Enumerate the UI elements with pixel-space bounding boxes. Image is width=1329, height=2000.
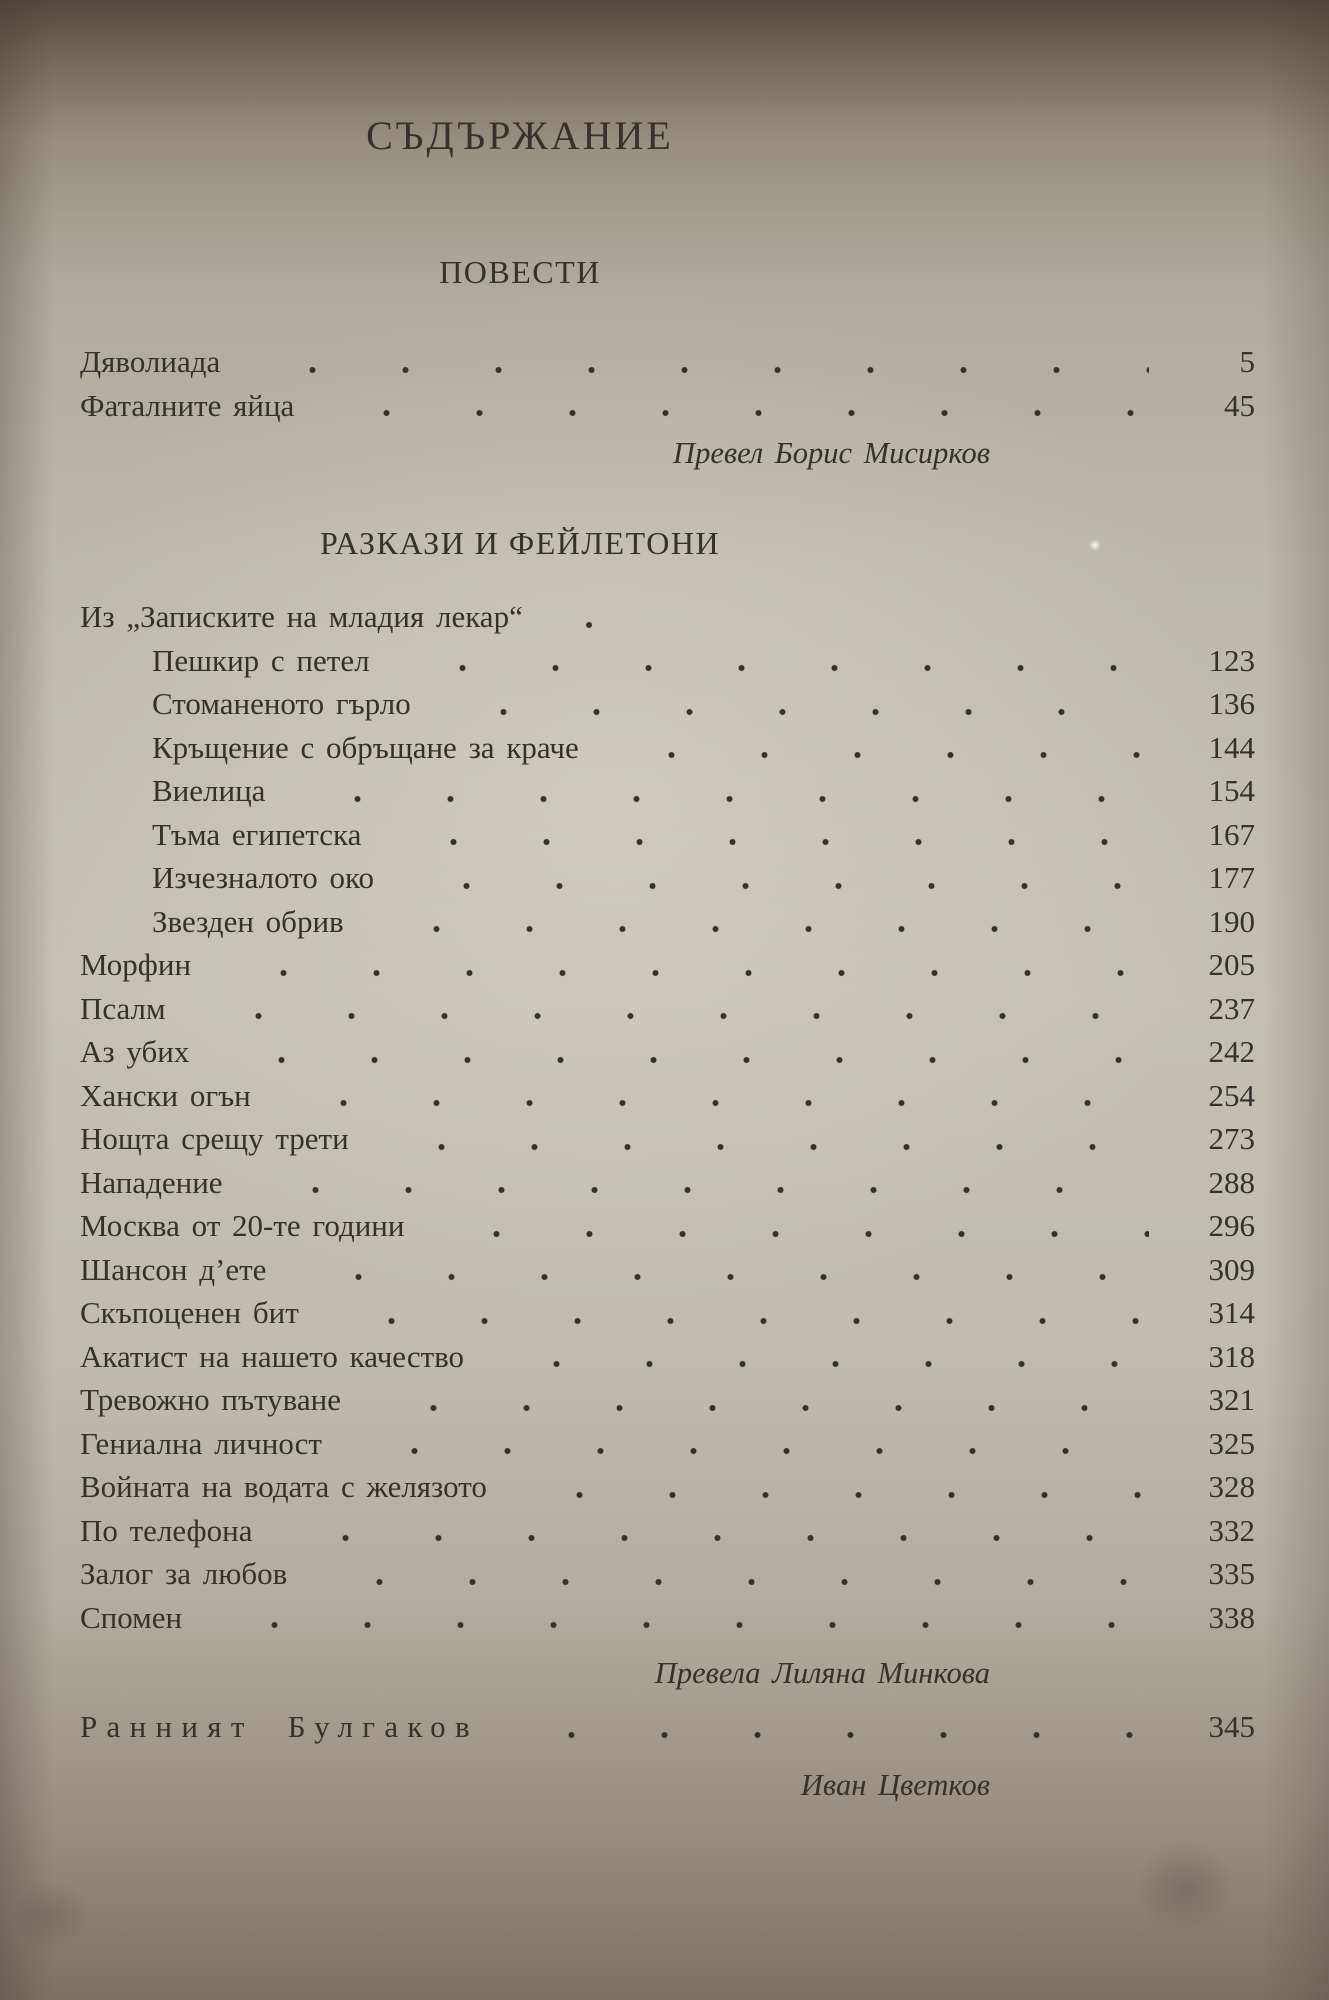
- leader-dots: [302, 1270, 1149, 1282]
- toc-page-number: 177: [1208, 860, 1255, 895]
- toc-row: [80, 1465, 1255, 1509]
- leader-dots: [330, 406, 1149, 418]
- toc-row: [80, 943, 1255, 987]
- toc-page-number: 273: [1208, 1121, 1255, 1156]
- toc-row: [80, 987, 1255, 1031]
- toc-page-number: 5: [1239, 344, 1255, 379]
- toc-page-number: 254: [1208, 1077, 1255, 1113]
- toc-row: [80, 639, 1255, 683]
- toc-entry-label: По телефона: [80, 1512, 253, 1548]
- toc-row: [80, 1161, 1255, 1205]
- toc-entry-label: Хански огън: [80, 1077, 251, 1113]
- leader-dots: [410, 879, 1149, 891]
- toc-row: [80, 1422, 1255, 1466]
- toc-row: [80, 384, 1255, 428]
- toc-page-number: 237: [1208, 990, 1255, 1026]
- toc-page-number: 123: [1208, 642, 1255, 678]
- toc-row: [80, 1596, 1255, 1640]
- toc-entry-label: Изчезналото око: [152, 860, 375, 895]
- toc-entry-label: Морфин: [80, 947, 192, 982]
- leader-dots: [323, 1575, 1149, 1587]
- leader-dots: [335, 1314, 1149, 1326]
- toc-row: [80, 726, 1255, 770]
- toc-row: [80, 813, 1255, 857]
- toc-entry-label: Тревожно пътуване: [80, 1382, 342, 1417]
- toc-page-number: 288: [1208, 1164, 1255, 1200]
- toc-row: [80, 1248, 1255, 1292]
- toc-entry-label: Ранният Булгаков: [80, 1709, 479, 1744]
- leader-dots: [440, 1227, 1149, 1239]
- leader-dots: [227, 966, 1149, 978]
- leader-dots: [500, 1357, 1149, 1369]
- toc-row: [80, 682, 1255, 726]
- page-title: СЪДЪРЖАНИЕ: [366, 113, 674, 158]
- leader-dots: [289, 1531, 1150, 1543]
- leader-dots: [615, 748, 1149, 760]
- leader-dots: [377, 1401, 1149, 1413]
- spacer: [80, 563, 1255, 595]
- toc-entry-label: Фаталните яйца: [80, 387, 295, 423]
- toc-entry-label: Скъпоценен бит: [80, 1295, 299, 1330]
- toc-row: [80, 769, 1255, 813]
- leader-dots: [259, 1183, 1149, 1195]
- toc-entry-label: Виелица: [152, 773, 266, 808]
- toc-page-number: 338: [1208, 1599, 1255, 1635]
- toc-row: [80, 595, 1255, 639]
- leader-dots: [397, 835, 1149, 847]
- author-credit-closing: Иван Цветков: [800, 1767, 990, 1802]
- toc-page-number: 154: [1208, 773, 1255, 808]
- toc-entry-label: Нападение: [80, 1164, 223, 1200]
- toc-row: [80, 1204, 1255, 1248]
- toc-entry-label: Спомен: [80, 1599, 183, 1635]
- toc-row: [80, 856, 1255, 900]
- leader-dots: [225, 1053, 1149, 1065]
- toc-list-closing: [80, 1705, 1255, 1749]
- leader-dots: [447, 705, 1149, 717]
- toc-entry-label: Нощта срещу трети: [80, 1121, 349, 1156]
- toc-page-number: 167: [1208, 816, 1255, 852]
- toc-page-number: 296: [1208, 1208, 1255, 1243]
- toc-entry-label: Шансон д’ете: [80, 1251, 267, 1287]
- book-contents-page: [80, 0, 1255, 1805]
- toc-list-razkazi: [80, 595, 1255, 1639]
- toc-entry-label: Акатист на нашето качество: [80, 1338, 465, 1374]
- toc-page-number: 190: [1208, 903, 1255, 939]
- toc-page-number: 318: [1208, 1338, 1255, 1374]
- toc-row: [80, 900, 1255, 944]
- toc-page-number: 321: [1208, 1382, 1255, 1417]
- toc-row: [80, 1030, 1255, 1074]
- toc-entry-label: Гениална личност: [80, 1425, 322, 1461]
- leader-dots: [380, 922, 1149, 934]
- toc-page-number: 144: [1208, 729, 1255, 765]
- toc-page-number: 242: [1208, 1034, 1255, 1069]
- toc-entry-label: Из „Записките на младия лекар“: [80, 599, 523, 634]
- section-heading-povesti: ПОВЕСТИ: [439, 254, 601, 290]
- toc-entry-label: Аз убих: [80, 1034, 190, 1069]
- toc-row: [80, 1074, 1255, 1118]
- toc-entry-label: Войната на водата с желязото: [80, 1469, 487, 1504]
- leader-dots: [358, 1444, 1149, 1456]
- toc-row: [80, 1117, 1255, 1161]
- toc-row: [80, 1335, 1255, 1379]
- toc-row: [80, 1509, 1255, 1553]
- toc-row: [80, 1552, 1255, 1596]
- toc-entry-label: Псалм: [80, 990, 166, 1026]
- toc-entry-label: Стоманеното гърло: [152, 686, 411, 721]
- toc-page-number: 309: [1208, 1251, 1255, 1287]
- toc-page-number: 205: [1208, 947, 1255, 982]
- toc-row: [80, 1705, 1255, 1749]
- leader-dots: [256, 363, 1149, 375]
- leader-dots: [385, 1140, 1149, 1152]
- toc-entry-label: Звезден обрив: [152, 903, 344, 939]
- toc-row: [80, 1378, 1255, 1422]
- toc-row: [80, 1291, 1255, 1335]
- toc-page-number: 335: [1208, 1556, 1255, 1591]
- section-heading-razkazi: РАЗКАЗИ И ФЕЙЛЕТОНИ: [319, 525, 721, 561]
- leader-dots: [515, 1728, 1149, 1740]
- toc-page-number: 325: [1208, 1425, 1255, 1461]
- leader-dots: [218, 1618, 1149, 1630]
- leader-dots: [559, 618, 619, 630]
- toc-entry-label: Кръщение с обръщане за краче: [152, 729, 579, 765]
- spacer: [80, 292, 1255, 340]
- toc-list-povesti: [80, 340, 1255, 427]
- toc-page-number: 314: [1208, 1295, 1255, 1330]
- toc-entry-label: Залог за любов: [80, 1556, 288, 1591]
- toc-page-number: 328: [1208, 1469, 1255, 1504]
- toc-entry-label: Тъма египетска: [152, 816, 362, 852]
- toc-entry-label: Москва от 20-те години: [80, 1208, 405, 1243]
- translator-credit-razkazi: Превела Лиляна Минкова: [654, 1656, 990, 1690]
- toc-row: [80, 340, 1255, 384]
- translator-credit-povesti: Превел Борис Мисирков: [673, 436, 990, 470]
- leader-dots: [287, 1096, 1149, 1108]
- toc-entry-label: Дяволиада: [80, 344, 221, 379]
- leader-dots: [406, 661, 1149, 673]
- leader-dots: [523, 1488, 1149, 1500]
- toc-page-number: 45: [1224, 387, 1255, 423]
- leader-dots: [202, 1009, 1149, 1021]
- toc-page-number: 332: [1208, 1512, 1255, 1548]
- toc-page-number: 136: [1208, 686, 1255, 721]
- toc-page-number: 345: [1208, 1709, 1255, 1744]
- leader-dots: [301, 792, 1149, 804]
- toc-entry-label: Пешкир с петел: [152, 642, 370, 678]
